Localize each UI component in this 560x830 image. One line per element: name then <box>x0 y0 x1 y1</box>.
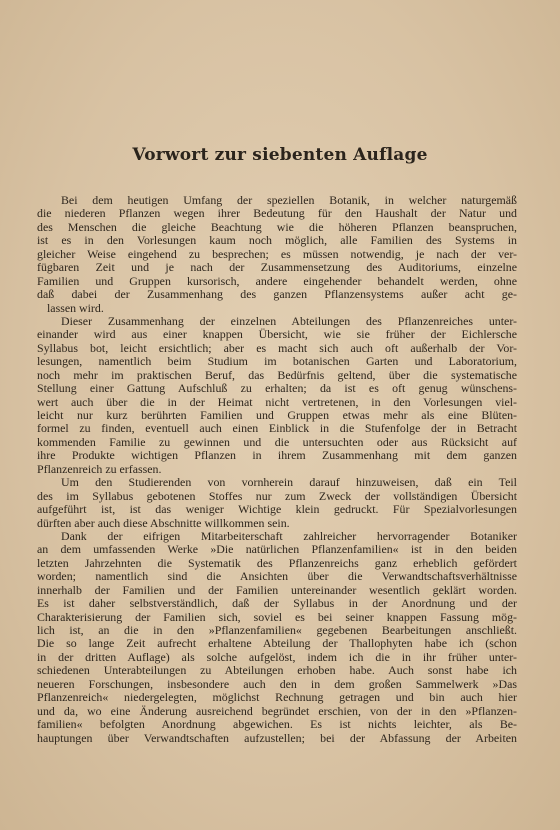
text-line: Stellung einer Gattung Aufschluß zu erhalten; da ist es oft genug wünschens- <box>37 381 517 396</box>
text-line: lich ist, an die in den »Pflanzenfamilien« gegebenen Bearbeitungen anschließt. <box>37 623 517 637</box>
text-line: und da, wo eine Änderung ausreichend begründet erschien, von der in den »Pflanzen- <box>37 703 517 718</box>
text-line: hauptungen über Verwandtschaften aufzustellen; bei der Abfassung der Arbeiten <box>37 730 517 745</box>
text-line: einander wird aus einer knappen Übersicht, wie sie früher der Eichlersche <box>37 327 517 342</box>
text-line: Dank der eifrigen Mitarbeiterschaft zahlreicher hervorragender Botaniker <box>61 528 517 543</box>
text-line: Die so lange Zeit aufrecht erhaltene Abteilung der Thallophyten habe ich (schon <box>37 636 517 651</box>
text-line: formel zu finden, eventuell auch einen Einblick in die Stufenfolge der in Betracht <box>37 421 517 436</box>
text-line: ihre Produkte wichtigen Pflanzen in ihrem Zusammenhang mit dem ganzen <box>37 448 517 463</box>
text-line: lesungen, namentlich beim Studium im botanischen Garten und Laboratorium, <box>37 354 517 369</box>
text-line: Familien und Gruppen kursorisch, andere eingehender behandelt werden, ohne <box>37 273 517 288</box>
text-line: dürften aber auch diese Abschnitte willkommen sein. <box>37 515 290 530</box>
text-line: gleicher Weise eingehend zu besprechen; es müssen notwendig, je nach der ver- <box>37 246 517 261</box>
text-line: aufgeführt ist, ist das weniger Wichtige klein gedruckt. Für Spezialvorlesungen <box>37 502 517 517</box>
text-line: letzten Jahrzehnten die Systematik des Pflanzenreichs ganz erheblich gefördert <box>37 555 517 570</box>
text-line: an dem umfassenden Werke »Die natürlichen Pflanzenfamilien« ist in den beiden <box>37 542 517 557</box>
text-line: leicht nur kurz berührten Familien und Gruppen etwas mehr als eine Blüten- <box>37 408 517 422</box>
text-line: Bei dem heutigen Umfang der speziellen Botanik, in welcher naturgemäß <box>61 193 517 207</box>
page-title: Vorwort zur siebenten Auflage <box>132 145 428 165</box>
text-line: die niederen Pflanzen wegen ihrer Bedeutung für den Haushalt der Natur und <box>37 206 517 221</box>
text-line: daß dabei der Zusammenhang des ganzen Pflanzensystems außer acht ge- <box>37 287 517 302</box>
text-line: innerhalb der Familien und der Familien untereinander wesentlich geklärt worden. <box>37 582 517 597</box>
text-line: fügbaren Zeit und je nach der Zusammensetzung des Auditoriums, einzelne <box>37 260 517 275</box>
text-line: neueren Forschungen, insbesondere auch den in dem großen Sammelwerk »Das <box>37 676 517 691</box>
text-line: des im Syllabus gebotenen Stoffes nur zum Zweck der vollständigen Übersicht <box>37 488 517 503</box>
text-line: ist es in den Vorlesungen kaum noch möglich, alle Familien des Systems in <box>37 233 517 248</box>
text-line: Um den Studierenden von vornherein darauf hinzuweisen, daß ein Teil <box>61 475 517 490</box>
text-line: in der dritten Auflage) als solche aufgelöst, indem ich die in ihr früher unter- <box>37 649 517 664</box>
text-line: lassen wird. <box>47 300 104 315</box>
text-line: Es ist daher selbstverständlich, daß der Syllabus in der Anordnung und der <box>37 596 517 611</box>
text-line: schiedenen Unterabteilungen zu Abteilungen erhoben habe. Auch sonst habe ich <box>37 663 517 678</box>
text-line: Charakterisierung der Familien sich, soviel es bei seiner knappen Fassung mög- <box>37 609 517 624</box>
text-line: kommenden Familie zu gewinnen und die untersuchten oder aus Rücksicht auf <box>37 434 517 449</box>
text-line: Pflanzenreich« niedergelegten, möglichst Rechnung getragen und bin auch hier <box>37 690 517 705</box>
text-line: familien« befolgten Anordnung abgewichen. Es ist nichts leichter, als Be- <box>37 717 517 732</box>
text-line: noch mehr im praktischen Beruf, das Bedürfnis geltend, über die systematische <box>37 367 517 382</box>
preface-body <box>37 194 517 745</box>
text-line: Dieser Zusammenhang der einzelnen Abteilungen des Pflanzenreiches unter- <box>61 313 517 328</box>
text-line: wert auch über die in der Heimat nicht vertretenen, in den Vorlesungen viel- <box>37 394 517 409</box>
text-line: des Menschen die gleiche Beachtung wie die höheren Pflanzen beanspruchen, <box>37 219 517 234</box>
text-line: Pflanzenreich zu erfassen. <box>37 461 162 476</box>
text-line: worden; namentlich sind die Ansichten über die Verwandtschaftsverhältnisse <box>37 569 517 584</box>
text-line: Syllabus bot, leicht ersichtlich; aber es macht sich auch oft außerhalb der Vor- <box>37 340 517 355</box>
